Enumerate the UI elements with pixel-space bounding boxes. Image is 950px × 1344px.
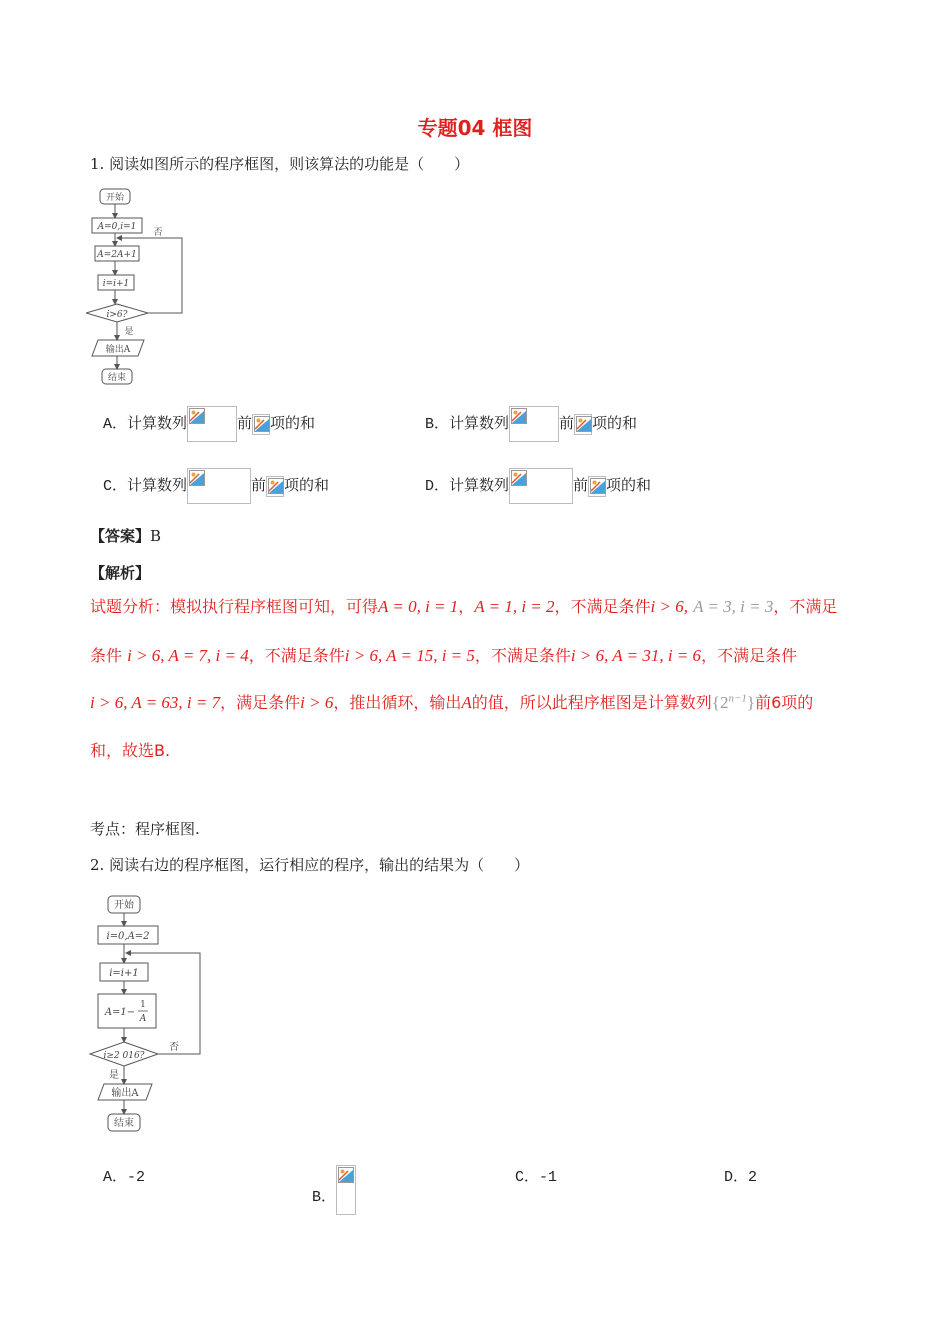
q1-option-d-post: 项的和: [606, 476, 652, 494]
analysis-text: ，满足条件: [220, 693, 301, 712]
analysis-math: {2: [711, 693, 729, 712]
q1-flow-end: 结束: [107, 373, 127, 383]
q1-option-c-post: 项的和: [284, 476, 330, 494]
q1-option-b-mid: 前: [559, 414, 575, 432]
q1-option-d[interactable]: [425, 468, 651, 504]
q2-flow-end: 结束: [114, 1118, 134, 1129]
q2-option-d[interactable]: D．2: [724, 1169, 758, 1186]
q2-flow-output: 输出A: [111, 1088, 139, 1099]
q1-stem: 1. 阅读如图所示的程序框图，则该算法的功能是（ ）: [90, 155, 470, 173]
broken-image-icon: [509, 406, 559, 442]
q2-option-b-letter: B．: [312, 1189, 337, 1206]
analysis-text: ，: [458, 597, 475, 616]
broken-image-icon: [336, 1165, 356, 1215]
q1-option-a[interactable]: [103, 406, 315, 442]
q2-flow-start: 开始: [114, 900, 134, 911]
analysis-line-4: 和，故选B.: [90, 741, 171, 760]
q1-flow-start: 开始: [105, 193, 125, 203]
q1-option-a-mid: 前: [237, 414, 253, 432]
analysis-text: 试题分析：模拟执行程序框图可知，可得: [90, 597, 379, 616]
q2-flow-init: i=0,A=2: [106, 931, 150, 942]
q2-flowchart: [86, 890, 210, 1136]
q2-flow-cond: i≥2 016?: [103, 1051, 145, 1061]
broken-image-icon: [266, 476, 284, 497]
broken-image-icon: [588, 476, 606, 497]
analysis-text: ，不满足条件: [554, 597, 651, 616]
q1-option-d-pre: 计算数列: [449, 476, 510, 494]
q2-option-c[interactable]: C．-1: [515, 1169, 558, 1186]
q1-option-c-mid: 前: [251, 476, 267, 494]
analysis-text: ，不满足条件: [474, 646, 571, 665]
q1-option-b-pre: 计算数列: [449, 414, 510, 432]
q1-flowchart: [86, 186, 196, 392]
analysis-math: i > 6, A = 15, i = 5: [344, 646, 475, 665]
analysis-math: A = 3, i = 3: [693, 597, 774, 616]
q2-option-a[interactable]: A．-2: [103, 1169, 146, 1186]
page-title: 专题04 框图: [417, 116, 533, 140]
analysis-line-3: [90, 690, 813, 713]
q1-option-b[interactable]: [425, 406, 637, 442]
analysis-math: i > 6, A = 31, i = 6: [570, 646, 702, 665]
analysis-text: ，不满足条件: [701, 646, 798, 665]
q1-option-c-letter: C．: [103, 478, 128, 495]
analysis-math: i > 6, A = 63, i = 7: [90, 693, 221, 712]
answer-label: 【答案】: [90, 527, 151, 545]
q1-option-b-post: 项的和: [592, 414, 638, 432]
q1-option-d-letter: D．: [425, 478, 450, 495]
q2-flow-no: 否: [169, 1042, 179, 1053]
broken-image-icon: [252, 414, 270, 435]
analysis-label: 【解析】: [90, 564, 151, 582]
analysis-line-1: [90, 594, 837, 617]
analysis-text: ，不满足条件: [248, 646, 345, 665]
broken-image-icon: [187, 406, 237, 442]
analysis-line-2: [90, 643, 797, 666]
q1-option-d-mid: 前: [573, 476, 589, 494]
q1-option-c[interactable]: [103, 468, 329, 504]
analysis-text: ，推出循环，输出: [333, 693, 462, 712]
q1-flow-step1: A=2A+1: [97, 250, 137, 260]
q1-kaodian: 考点：程序框图.: [90, 820, 200, 838]
q1-option-c-pre: 计算数列: [127, 476, 188, 494]
q1-option-b-letter: B．: [425, 416, 450, 433]
answer-value: B: [150, 527, 162, 545]
q2-flow-step2: A=1−: [104, 1007, 136, 1018]
broken-image-icon: [187, 468, 251, 504]
analysis-math: A = 0, i = 1: [378, 597, 459, 616]
analysis-text: 的值，所以此程序框图是计算数列: [471, 693, 712, 712]
analysis-math: n−1: [728, 692, 747, 705]
analysis-math: A: [461, 693, 472, 712]
q1-option-a-letter: A．: [103, 416, 128, 433]
broken-image-icon: [509, 468, 573, 504]
analysis-math: i > 6, A = 7, i = 4: [127, 646, 249, 665]
analysis-math: A = 1, i = 2: [474, 597, 555, 616]
broken-image-icon: [574, 414, 592, 435]
analysis-text: 前6项的: [755, 693, 814, 712]
q1-flow-no: 否: [153, 228, 163, 238]
analysis-math: i > 6: [300, 693, 334, 712]
q1-flow-output: 输出A: [105, 345, 131, 355]
q2-flow-yes: 是: [109, 1070, 119, 1081]
q2-stem: 2. 阅读右边的程序框图，运行相应的程序，输出的结果为（ ）: [90, 856, 530, 874]
q1-flow-step2: i=i+1: [102, 279, 130, 289]
q1-flow-yes: 是: [124, 327, 134, 337]
analysis-text: ，不满足: [773, 597, 838, 616]
analysis-math: }: [746, 693, 756, 712]
q1-option-a-pre: 计算数列: [127, 414, 188, 432]
q1-flow-cond: i>6?: [106, 310, 128, 320]
analysis-math: i > 6,: [650, 597, 688, 616]
q2-option-b[interactable]: [312, 1165, 356, 1215]
analysis-text: 条件: [90, 646, 123, 665]
q2-flow-step1: i=i+1: [109, 968, 139, 979]
q2-flow-frac-num: 1: [140, 1000, 146, 1010]
answer-line: [90, 525, 161, 546]
q2-flow-frac-den: A: [139, 1014, 147, 1024]
q1-flow-init: A=0,i=1: [97, 222, 137, 232]
q1-option-a-post: 项的和: [270, 414, 316, 432]
